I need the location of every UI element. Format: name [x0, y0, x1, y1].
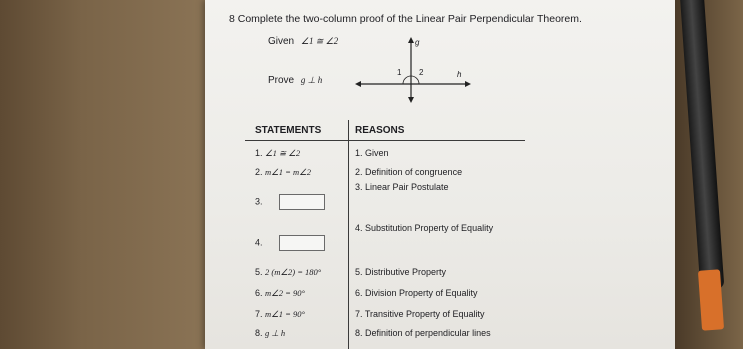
reason-6: 6. Division Property of Equality [355, 288, 478, 298]
arrow-right-icon [465, 81, 471, 87]
reason-4: 4. Substitution Property of Equality [355, 223, 494, 233]
arrow-left-icon [355, 81, 361, 87]
statement-5: 5. 2 (m∠2) = 180° [255, 267, 322, 277]
header-rule [245, 140, 525, 141]
prove-label: Prove [268, 75, 295, 86]
statement-3-input[interactable] [279, 194, 325, 210]
statement-3: 3. [255, 194, 325, 210]
label-angle-2: 2 [419, 68, 424, 77]
statement-1: 1. ∠1 ≅ ∠2 [255, 148, 301, 158]
column-divider [348, 120, 349, 349]
perpendicular-lines-diagram [355, 35, 475, 105]
angle-1-arc [403, 76, 411, 84]
statement-7: 7. m∠1 = 90° [255, 309, 305, 319]
arrow-up-icon [408, 37, 414, 43]
given-statement: ∠1 ≅ ∠2 [300, 36, 339, 46]
reason-8: 8. Definition of perpendicular lines [355, 328, 491, 338]
statement-2: 2. m∠1 = m∠2 [255, 167, 312, 177]
statement-4: 4. [255, 235, 325, 251]
problem-title: 8 Complete the two-column proof of the Linear Pair Perpendicular Theorem. [229, 13, 582, 25]
proof-table [245, 120, 527, 349]
reason-5: 5. Distributive Property [355, 267, 447, 277]
reason-2: 2. Definition of congruence [355, 167, 463, 177]
reason-1: 1. Given [355, 148, 389, 158]
reasons-header: REASONS [355, 125, 405, 136]
statement-4-input[interactable] [279, 235, 325, 251]
prove-statement: g ⊥ h [300, 75, 323, 85]
given-label: Given [268, 36, 295, 47]
reason-3: 3. Linear Pair Postulate [355, 182, 449, 192]
arrow-down-icon [408, 97, 414, 103]
label-h: h [457, 70, 462, 79]
prove-line [268, 75, 322, 86]
angle-2-arc [411, 76, 419, 84]
statements-header: STATEMENTS [255, 125, 322, 136]
label-angle-1: 1 [397, 68, 402, 77]
pen-label [698, 269, 724, 330]
desk-left [0, 0, 205, 349]
statement-6: 6. m∠2 = 90° [255, 288, 305, 298]
reason-7: 7. Transitive Property of Equality [355, 309, 485, 319]
label-g: g [415, 38, 420, 47]
given-line [268, 36, 338, 47]
statement-8: 8. g ⊥ h [255, 328, 286, 338]
